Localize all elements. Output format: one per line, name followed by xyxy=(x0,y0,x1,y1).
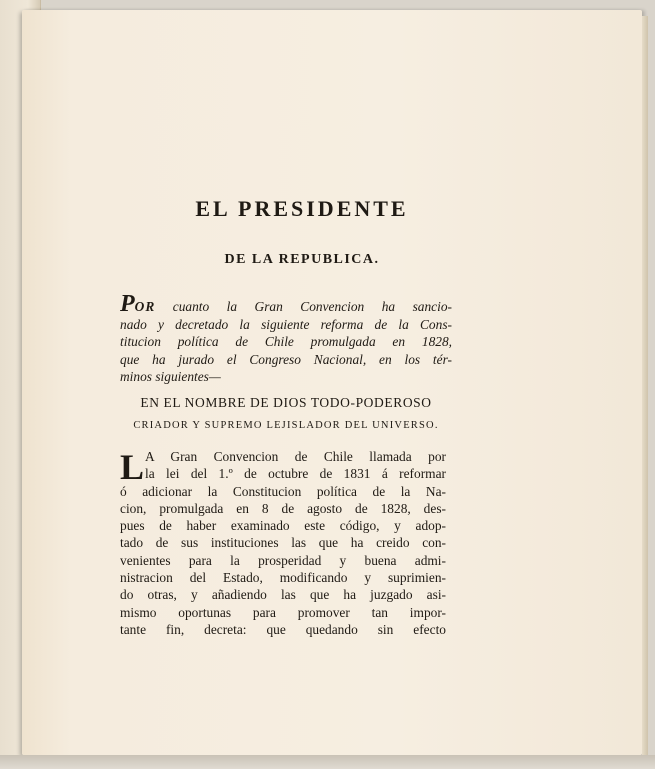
paragraph-line: cion, promulgada en 8 de agosto de 1828, des- xyxy=(120,500,446,516)
paragraph-line: ó adicionar la Constitucion política de la Na- xyxy=(120,483,446,499)
paragraph-line: minos siguientes— xyxy=(120,369,221,384)
book-page xyxy=(22,10,642,755)
small-caps-word: OR xyxy=(134,299,156,314)
table-surface xyxy=(0,755,655,769)
paragraph-line: do otras, y añadiendo las que ha juzgado asi- xyxy=(120,587,446,603)
paragraph-line xyxy=(120,291,452,317)
paragraph-line: titucion política de Chile promulgada en 1828, xyxy=(120,334,452,349)
section-subheading: CRIADOR Y SUPREMO LEJISLADOR DEL UNIVERSO. xyxy=(133,420,439,431)
paragraph-line: tado de sus instituciones las que ha creido con- xyxy=(120,535,446,551)
paragraph-line: tante fin, decreta: que quedando sin efecto xyxy=(120,621,446,637)
drop-cap: L xyxy=(120,447,144,487)
paragraph-line: mismo oportunas para promover tan impor- xyxy=(120,604,446,620)
drop-cap: P xyxy=(120,291,135,317)
paragraph-line: la lei del 1.º de octubre de 1831 á reformar xyxy=(145,466,446,482)
intro-paragraph xyxy=(120,291,452,386)
paragraph-line: venientes para la prosperidad y buena admi- xyxy=(120,552,446,568)
section-heading: EN EL NOMBRE DE DIOS TODO-PODEROSO xyxy=(140,395,432,410)
paragraph-line: A Gran Convencion de Chile llamada por xyxy=(145,449,446,464)
paragraph-line-text: cuanto la Gran Convencion ha sancio- xyxy=(155,299,452,314)
page-edge xyxy=(642,16,648,756)
paragraph-line: que ha jurado el Congreso Nacional, en los tér- xyxy=(120,351,452,367)
page-title: EL PRESIDENTE xyxy=(195,196,409,221)
paragraph-line: nado y decretado la siguiente reforma de la Cons- xyxy=(120,316,452,332)
page-subtitle: DE LA REPUBLICA. xyxy=(224,252,380,267)
paragraph-line: nistracion del Estado, modificando y suprimien- xyxy=(120,570,446,586)
paragraph-line: pues de haber examinado este código, y adop- xyxy=(120,518,446,534)
body-paragraph xyxy=(120,448,446,638)
